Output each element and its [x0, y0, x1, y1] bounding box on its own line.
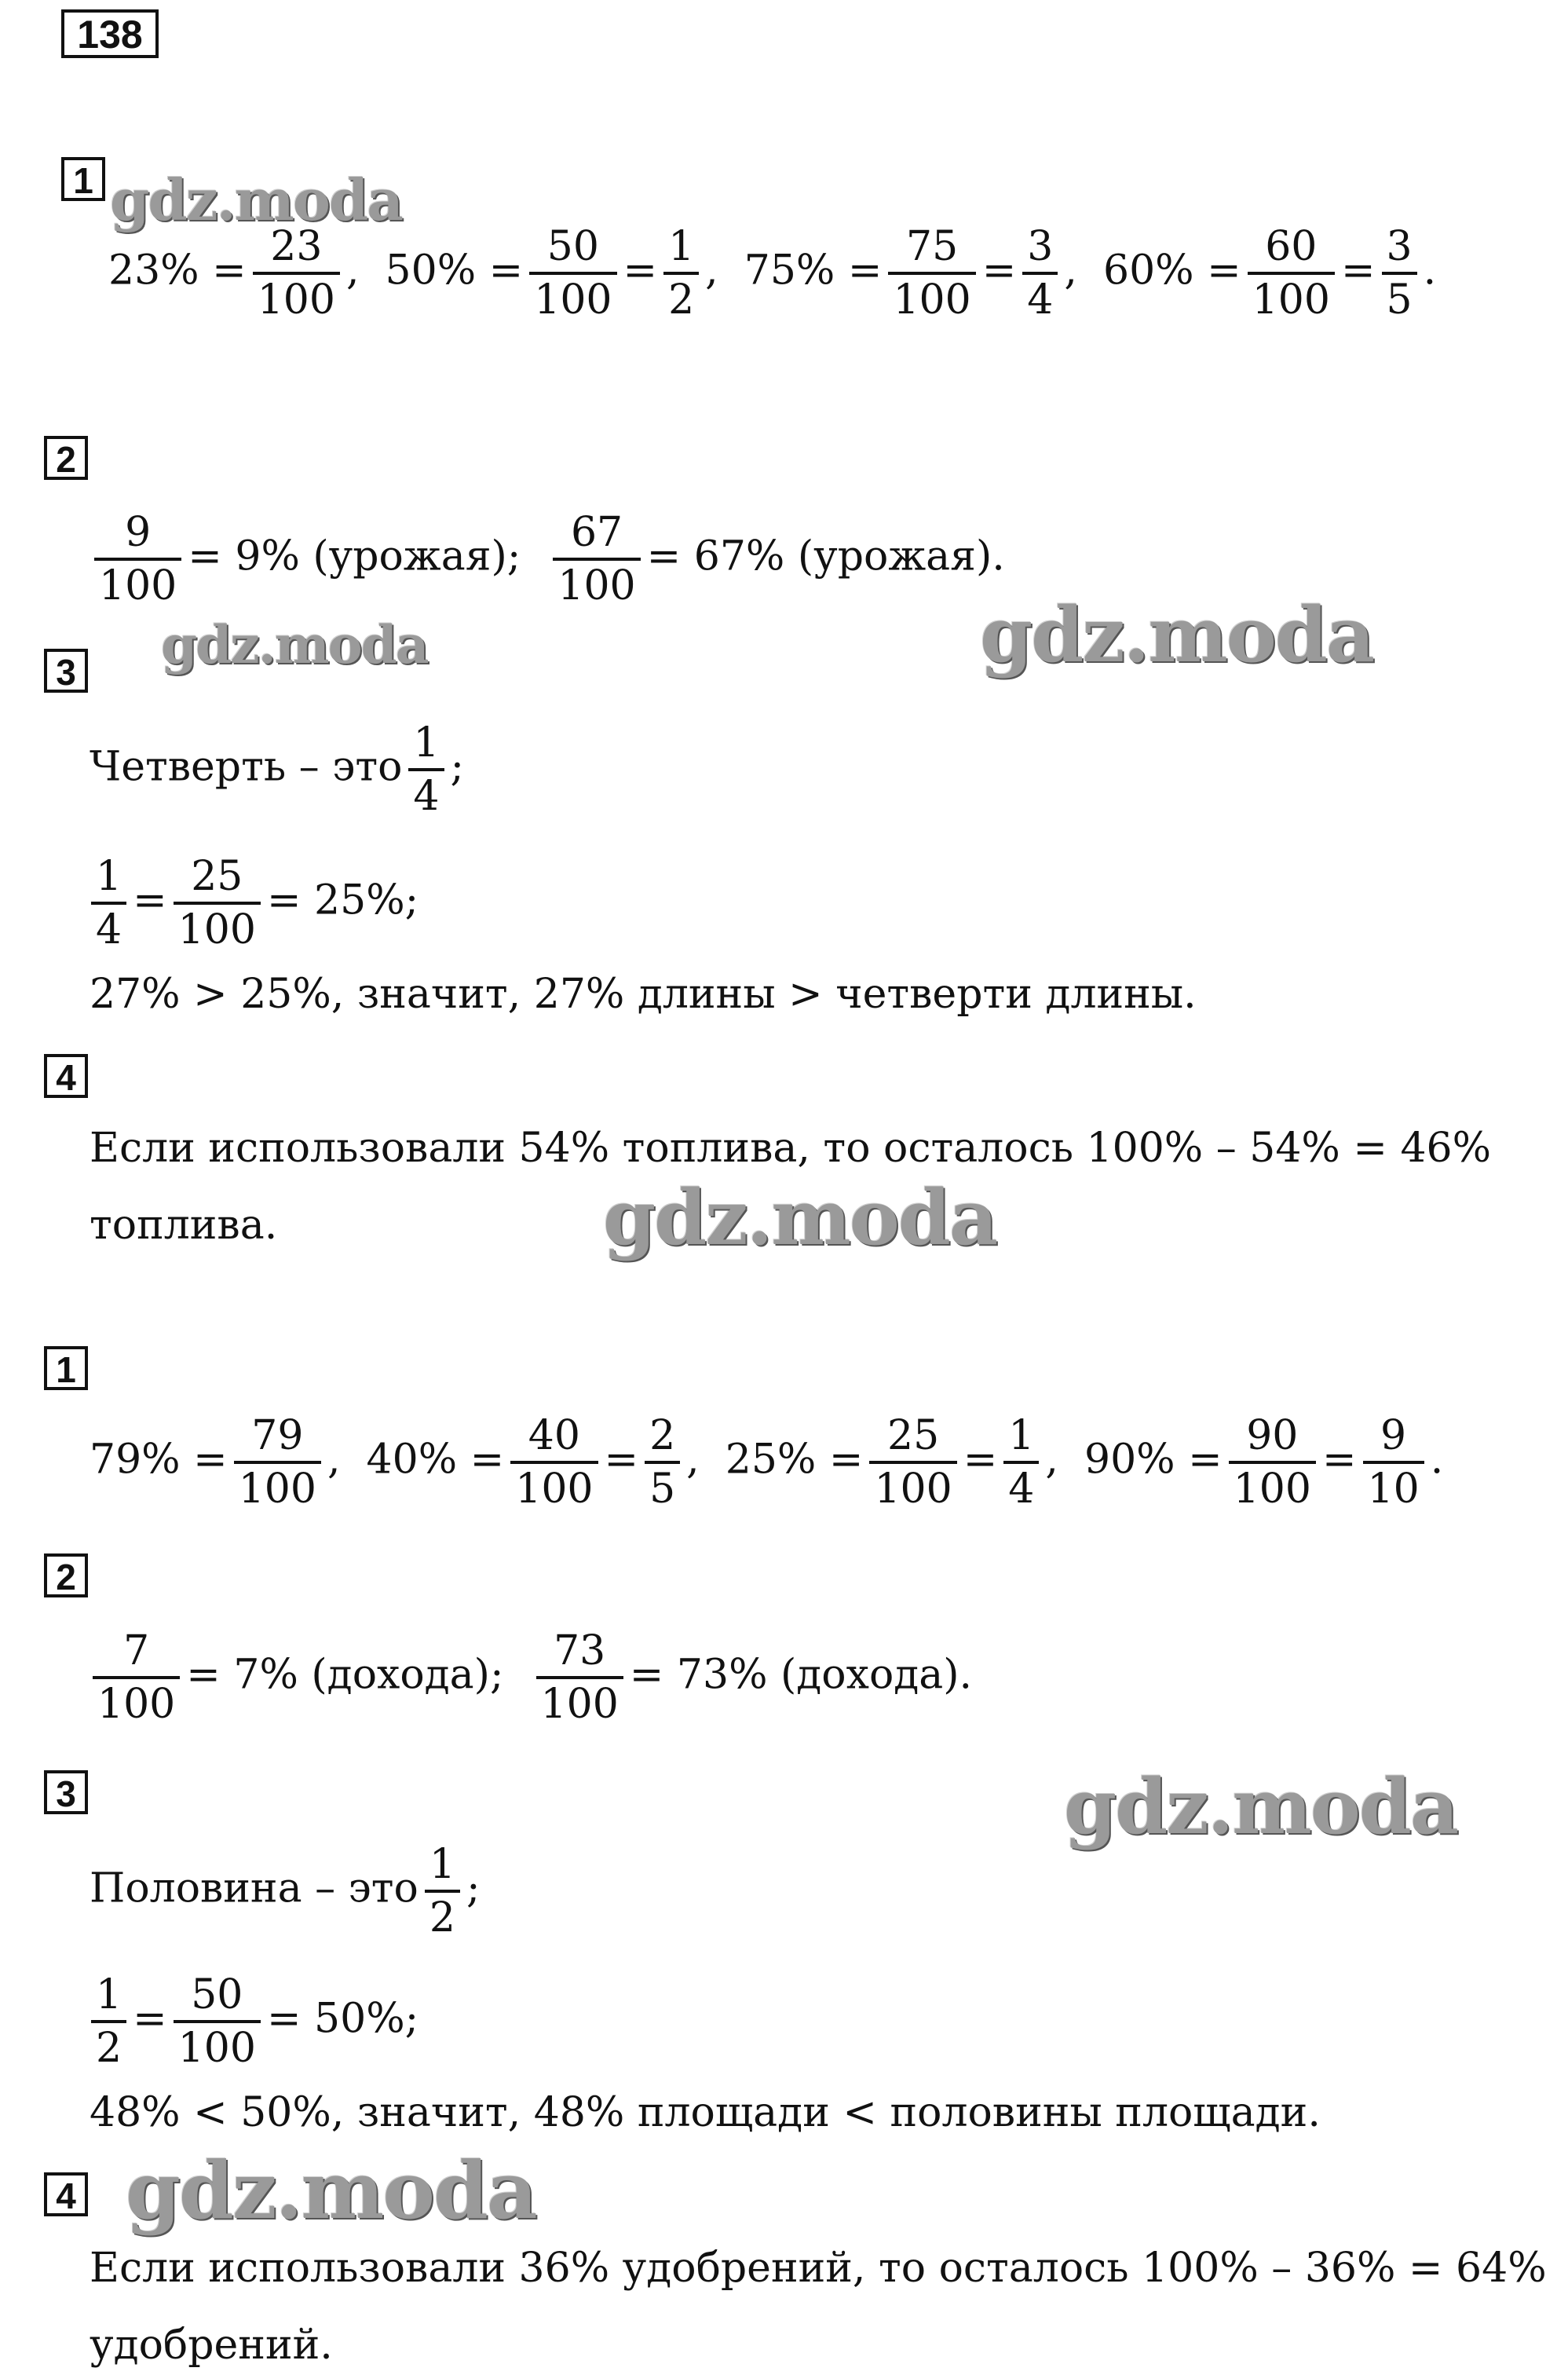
task-3-line-2: $\frac{1}{2}$ = $\frac{50}{100}$ = 50%;: [85, 1974, 418, 2069]
task-3-line-2: $\frac{1}{4}$ = $\frac{25}{100}$ = 25%;: [85, 856, 418, 950]
watermark: gdz.moda: [603, 1173, 997, 1262]
watermark: gdz.moda: [980, 591, 1374, 679]
watermark: gdz.moda: [110, 167, 402, 233]
task-3-line-1: Четверть – это $\frac{1}{4}$ ;: [90, 719, 465, 820]
task-3-line-3: 27% > 25%, значит, 27% длины > четверти длины.: [90, 971, 1197, 1018]
task-2-number: 2: [44, 436, 88, 480]
watermark: gdz.moda: [1064, 1762, 1458, 1851]
task-4-number: 4: [44, 1054, 88, 1098]
task-4-number: 4: [44, 2172, 88, 2216]
watermark: gdz.moda: [161, 614, 428, 675]
task-2-equations: $\frac{7}{100}$ = 7% (дохода); $\frac{73}{100}$ = 73% (дохода).: [86, 1630, 972, 1725]
task-3-line-3: 48% < 50%, значит, 48% площади < половины площади.: [90, 2089, 1321, 2136]
task-1-number: 1: [61, 157, 105, 201]
task-4-line-2: топлива.: [90, 1202, 278, 1249]
task-3-line-1: Половина – это $\frac{1}{2}$ ;: [90, 1841, 481, 1941]
task-3-number: 3: [44, 1770, 88, 1814]
task-4-line-1: Если использовали 54% топлива, то осталось 100% – 54% = 46%: [90, 1125, 1492, 1172]
task-1-equations: 79% = $\frac{79}{100}$ , 40% = $\frac{40}{100}$ = $\frac{2}{5}$ , 25% = $\frac{25}{100}$ = $\frac{1}{4}$ , 90% = $\frac{90}{100}$ = $\frac{9}{10}$ .: [90, 1412, 1444, 1513]
task-1-equations: 23% = $\frac{23}{100}$ , 50% = $\frac{50}{100}$ = $\frac{1}{2}$ , 75% = $\frac{75}{100}$ = $\frac{3}{4}$ , 60% = $\frac{60}{100}$ = $\frac{3}{5}$ .: [108, 223, 1437, 324]
task-1-number: 1: [44, 1346, 88, 1390]
task-2-equations: $\frac{9}{100}$ = 9% (урожая); $\frac{67}{100}$ = 67% (урожая).: [88, 512, 1005, 606]
task-4-line-2: удобрений.: [90, 2322, 333, 2369]
task-2-number: 2: [44, 1553, 88, 1597]
task-4-line-1: Если использовали 36% удобрений, то осталось 100% – 36% = 64%: [90, 2245, 1547, 2292]
task-3-number: 3: [44, 649, 88, 693]
page-number-box: 138: [61, 9, 159, 58]
watermark: gdz.moda: [126, 2144, 536, 2237]
